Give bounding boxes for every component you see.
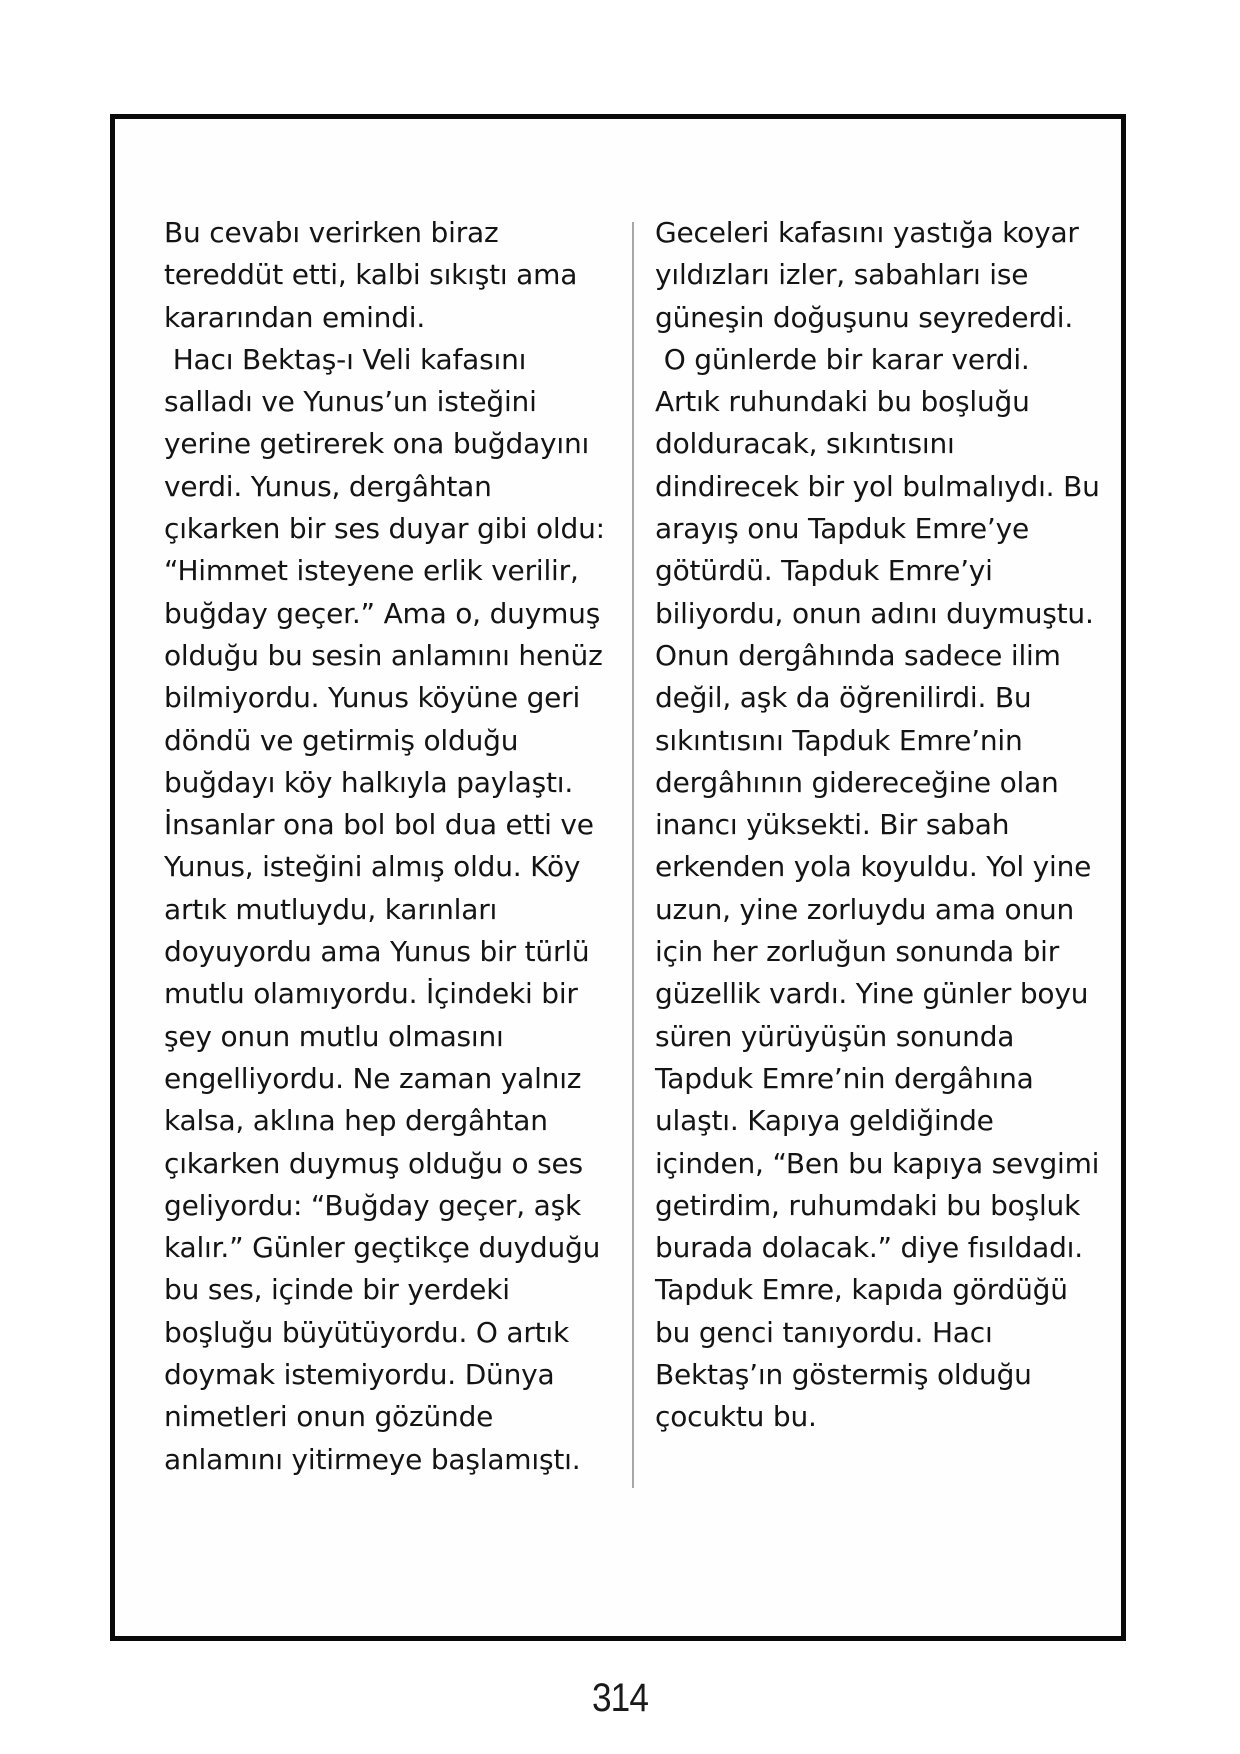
text-line: çocuktu bu. xyxy=(655,1400,817,1434)
text-line: ulaştı. Kapıya geldiğinde xyxy=(655,1104,994,1138)
text-line: bilmiyordu. Yunus köyüne geri xyxy=(164,681,581,715)
text-line: Artık ruhundaki bu boşluğu xyxy=(655,385,1030,419)
text-line: yerine getirerek ona buğdayını xyxy=(164,427,590,461)
text-line: yıldızları izler, sabahları ise xyxy=(655,258,1029,292)
text-line: arayış onu Tapduk Emre’ye xyxy=(655,512,1030,546)
text-line: Tapduk Emre, kapıda gördüğü xyxy=(655,1273,1068,1307)
text-line: güneşin doğuşunu seyrederdi. xyxy=(655,300,1074,334)
text-line: “Himmet isteyene erlik verilir, xyxy=(164,554,579,588)
text-line: buğdayı köy halkıyla paylaştı. xyxy=(164,765,574,799)
text-line: O günlerde bir karar verdi. xyxy=(655,342,1030,376)
text-line: Bektaş’ın göstermiş olduğu xyxy=(655,1358,1032,1392)
text-line: sıkıntısını Tapduk Emre’nin xyxy=(655,723,1023,757)
text-line: erkenden yola koyuldu. Yol yine xyxy=(655,850,1092,884)
left-text-column xyxy=(164,212,604,1481)
text-line: çıkarken bir ses duyar gibi oldu: xyxy=(164,512,605,546)
text-line: tereddüt etti, kalbi sıkıştı ama xyxy=(164,258,578,292)
text-line: şey onun mutlu olmasını xyxy=(164,1019,504,1053)
text-line: doyuyordu ama Yunus bir türlü xyxy=(164,935,590,969)
text-line: bu genci tanıyordu. Hacı xyxy=(655,1315,993,1349)
text-line: İnsanlar ona bol bol dua etti ve xyxy=(164,808,594,842)
text-line: geliyordu: “Buğday geçer, aşk xyxy=(164,1188,582,1222)
text-line: çıkarken duymuş olduğu o ses xyxy=(164,1146,583,1180)
text-line: inancı yüksekti. Bir sabah xyxy=(655,808,1010,842)
column-divider xyxy=(632,222,634,1488)
text-line: Yunus, isteğini almış oldu. Köy xyxy=(164,850,581,884)
text-line: nimetleri onun gözünde xyxy=(164,1400,494,1434)
text-line: salladı ve Yunus’un isteğini xyxy=(164,385,537,419)
text-line: değil, aşk da öğrenilirdi. Bu xyxy=(655,681,1032,715)
right-text-column xyxy=(655,212,1100,1439)
text-line: güzellik vardı. Yine günler boyu xyxy=(655,977,1089,1011)
text-line: kararından emindi. xyxy=(164,300,426,334)
text-line: kalsa, aklına hep dergâhtan xyxy=(164,1104,548,1138)
text-line: mutlu olamıyordu. İçindeki bir xyxy=(164,977,578,1011)
text-line: burada dolacak.” diye fısıldadı. xyxy=(655,1231,1083,1265)
text-line: buğday geçer.” Ama o, duymuş xyxy=(164,596,601,630)
text-line: dergâhının gidereceğine olan xyxy=(655,765,1059,799)
text-line: Bu cevabı verirken biraz xyxy=(164,216,499,249)
text-line: bu ses, içinde bir yerdeki xyxy=(164,1273,510,1307)
text-line: engelliyordu. Ne zaman yalnız xyxy=(164,1061,582,1095)
text-line: getirdim, ruhumdaki bu boşluk xyxy=(655,1188,1081,1222)
text-line: içinden, “Ben bu kapıya sevgimi xyxy=(655,1146,1100,1180)
text-line: anlamını yitirmeye başlamıştı. xyxy=(164,1442,581,1476)
text-line: biliyordu, onun adını duymuştu. xyxy=(655,596,1094,630)
text-line: doymak istemiyordu. Dünya xyxy=(164,1358,555,1392)
text-line: Tapduk Emre’nin dergâhına xyxy=(655,1061,1034,1095)
text-line: boşluğu büyütüyordu. O artık xyxy=(164,1315,570,1349)
text-line: dolduracak, sıkıntısını xyxy=(655,427,955,461)
text-line: olduğu bu sesin anlamını henüz xyxy=(164,638,603,672)
text-line: süren yürüyüşün sonunda xyxy=(655,1019,1015,1053)
text-line: uzun, yine zorluydu ama onun xyxy=(655,892,1075,926)
text-line: artık mutluydu, karınları xyxy=(164,892,498,926)
text-line: verdi. Yunus, dergâhtan xyxy=(164,469,492,503)
text-line: kalır.” Günler geçtikçe duyduğu xyxy=(164,1231,601,1265)
text-line: Geceleri kafasını yastığa koyar xyxy=(655,216,1079,249)
page-number: 314 xyxy=(591,1676,649,1720)
text-line: Hacı Bektaş-ı Veli kafasını xyxy=(164,342,527,376)
text-line: Onun dergâhında sadece ilim xyxy=(655,638,1061,672)
text-line: dindirecek bir yol bulmalıydı. Bu xyxy=(655,469,1100,503)
text-line: için her zorluğun sonunda bir xyxy=(655,935,1060,969)
text-line: döndü ve getirmiş olduğu xyxy=(164,723,519,757)
text-line: götürdü. Tapduk Emre’yi xyxy=(655,554,993,588)
